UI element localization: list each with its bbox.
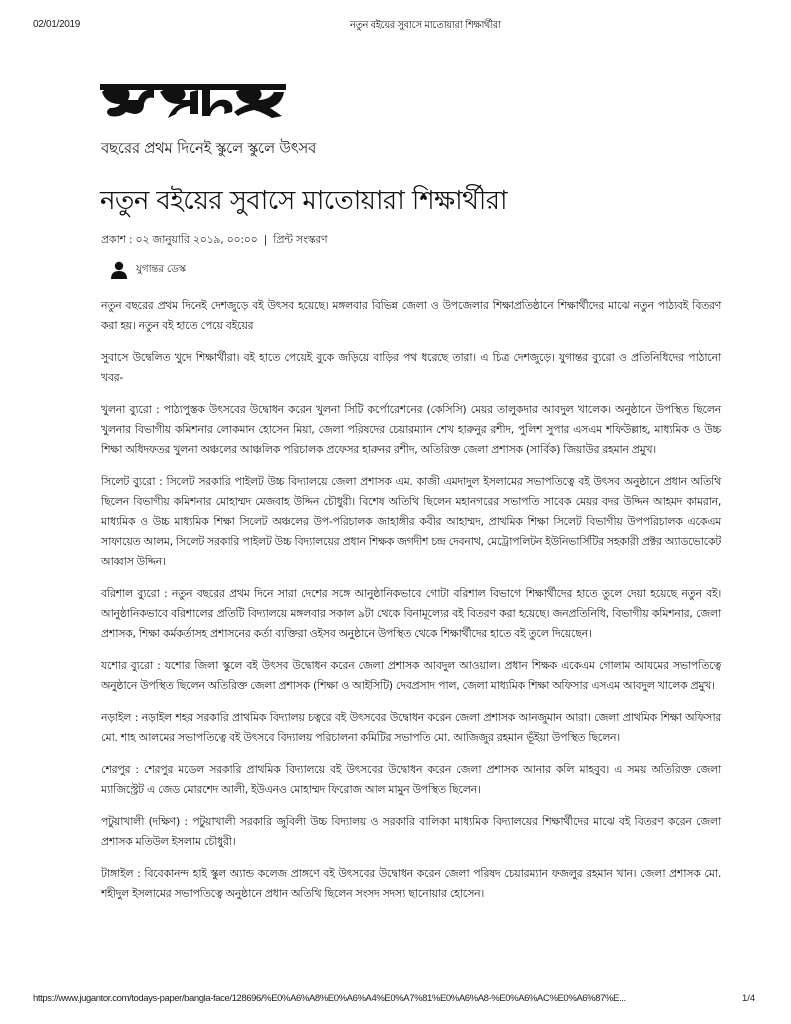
print-page-number: 1/4: [742, 993, 756, 1004]
article-paragraph: সিলেট ব্যুরো : সিলেট সরকারি পাইলট উচ্চ বিদ্যালয়ে জেলা প্রশাসক এম. কাজী এমদাদুল ইসলামের সভাপতিত্বে বই উৎসব অনুষ্ঠানে প্রধান অতিথি ছিলেন বিভাগীয় কমিশনার মোহাম্মদ মেজবাহ উদ্দিন চৌধুরী। বিশেষ অতিথি ছিলেন মহানগরের সভাপতি সাবেক মেয়র বদর উদ্দিন আহমদ কামরান, মাধ্যমিক ও উচ্চ মাধ্যমিক শিক্ষা সিলেট অঞ্চলের উপ-পরিচালক জাহাঙ্গীর কবীর আহাম্মদ, প্রাথমিক শিক্ষা সিলেট বিভাগীয় উপপরিচালক একেএম সাফায়েত আলম, সিলেট সরকারি পাইলট উচ্চ বিদ্যালয়ের প্রধান শিক্ষক জগদীশ চন্দ্র দেবনাথ, মেট্রোপলিটন ইউনিভার্সিটির সহকারী প্রক্টর অ্যাডভোকেট আব্বাস উদ্দিন।: [101, 475, 721, 568]
article-paragraph: বরিশাল ব্যুরো : নতুন বছরের প্রথম দিনে সারা দেশের সঙ্গে আনুষ্ঠানিকভাবে গোটা বরিশাল বিভাগে শিক্ষার্থীদের হাতে তুলে দেয়া হয়েছে নতুন বই। আনুষ্ঠানিকভাবে বরিশালের প্রতিটি বিদ্যালয়ে মঙ্গলবার সকাল ৯টা থেকে বিনামূল্যের বই বিতরণ করা হয়েছে। জনপ্রতিনিধি, বিভাগীয় কমিশনার, জেলা প্রশাসক, শিক্ষা কর্মকর্তাসহ প্রশাসনের কর্তা ব্যক্তিরা ওইসব অনুষ্ঠানে উপস্থিত থেকে শিক্ষার্থীদের হাতে বই তুলে দিয়েছেন।: [101, 587, 721, 640]
print-edition-link[interactable]: প্রিন্ট সংস্করণ: [273, 233, 328, 246]
print-date: 02/01/2019: [33, 19, 81, 30]
print-footer-url: https://www.jugantor.com/todays-paper/bangla-face/128696/%E0%A6%A8%E0%A6%A4%E0%A7%81%E0%A6%A8-%E0%A6%AC%E0%A6%87%E...: [33, 993, 626, 1004]
author-name[interactable]: যুগান্তর ডেস্ক: [136, 262, 186, 275]
article-paragraph: যশোর ব্যুরো : যশোর জিলা স্কুলে বই উৎসব উদ্বোধন করেন জেলা প্রশাসক আবদুল আওয়াল। প্রধান শিক্ষক একেএম গোলাম আযমের সভাপতিত্বে অনুষ্ঠানে উপস্থিত ছিলেন অতিরিক্ত জেলা প্রশাসক (শিক্ষা ও আইসিটি) দেবপ্রসাদ পাল, জেলা মাধ্যমিক শিক্ষা অফিসার এসএম আবদুল খালেক প্রমুখ।: [101, 659, 721, 692]
article-body: [101, 296, 721, 916]
article-paragraph: খুলনা ব্যুরো : পাঠ্যপুস্তক উৎসবের উদ্বোধন করেন খুলনা সিটি কর্পোরেশনের (কেসিসি) মেয়র তালুকদার আবদুল খালেক। অনুষ্ঠানে উপস্থিত ছিলেন খুলনার বিভাগীয় কমিশনার লোকমান হোসেন মিয়া, জেলা পরিষদের চেয়ারম্যান শেখ হারুনুর রশীদ, পুলিশ সুপার এসএম শফিউল্লাহ, মাধ্যমিক ও উচ্চ শিক্ষা অধিদফতর খুলনা অঞ্চলের আঞ্চলিক পরিচালক প্রফেসর হারুনর রশীদ, অতিরিক্ত জেলা প্রশাসক (সার্বিক) জিয়াউর রহমান প্রমুখ।: [101, 403, 721, 456]
author-byline: [110, 261, 186, 279]
article-paragraph: সুবাসে উদ্বেলিত খুদে শিক্ষার্থীরা। বই হাতে পেয়েই বুকে জড়িয়ে বাড়ির পথ ধরেছে তারা। এ চিত্র দেশজুড়ে। যুগান্তর ব্যুরো ও প্রতিনিধিদের পাঠানো খবর-: [101, 351, 721, 384]
article-headline: নতুন বইয়ের সুবাসে মাতোয়ারা শিক্ষার্থীরা: [100, 186, 507, 216]
article-paragraph: টাঙ্গাইল : বিবেকানন্দ হাই স্কুল অ্যান্ড কলেজ প্রাঙ্গণে বই উৎসবের উদ্বোধন করেন জেলা পরিষদ চেয়ারম্যান ফজলুর রহমান খান। জেলা প্রশাসক মো. শহীদুল ইসলামের সভাপতিত্বে অনুষ্ঠানে প্রধান অতিথি ছিলেন সংসদ সদস্য ছানোয়ার হোসেন।: [101, 867, 721, 900]
article-paragraph: নড়াইল : নড়াইল শহর সরকারি প্রাথমিক বিদ্যালয় চত্বরে বই উৎসবের উদ্বোধন করেন জেলা প্রশাসক আনজুমান আরা। জেলা প্রাথমিক শিক্ষা অফিসার মো. শাহ আলমের সভাপতিত্বে বই উৎসবে বিদ্যালয় পরিচালনা কমিটির সভাপতি মো. আজিজুর রহমান ভূঁইয়া উপস্থিত ছিলেন।: [101, 711, 721, 744]
article-paragraph: পটুয়াখালী (দক্ষিণ) : পটুয়াখালী সরকারি জুবিলী উচ্চ বিদ্যালয় ও সরকারি বালিকা মাধ্যমিক বিদ্যালয়ের শিক্ষার্থীদের মাঝে বই বিতরণ করেন জেলা প্রশাসক মতিউল ইসলাম চৌধুরী।: [101, 815, 721, 848]
article-paragraph: নতুন বছরের প্রথম দিনেই দেশজুড়ে বই উৎসব হয়েছে। মঙ্গলবার বিভিন্ন জেলা ও উপজেলার শিক্ষাপ্রতিষ্ঠানে শিক্ষার্থীদের মাঝে নতুন পাঠ্যবই বিতরণ করা হয়। নতুন বই হাতে পেয়ে বইয়ের: [101, 299, 721, 332]
meta-separator: |: [263, 233, 268, 246]
article-meta: [101, 231, 327, 250]
user-icon: [110, 261, 128, 279]
print-header-title: নতুন বইয়ের সুবাসে মাতোয়ারা শিক্ষার্থীরা: [350, 20, 501, 31]
article-paragraph: শেরপুর : শেরপুর মডেল সরকারি প্রাথমিক বিদ্যালয়ে বই উৎসবের উদ্বোধন করেন জেলা প্রশাসক আনার কলি মাহবুব। এ সময় অতিরিক্ত জেলা ম্যাজিস্ট্রেট এ জেড মোরশেদ আলী, ইউএনও মোহাম্মদ ফিরোজ আল মামুন উপস্থিত ছিলেন।: [101, 763, 721, 796]
logo-wordmark-image: [98, 78, 288, 124]
article-kicker: বছরের প্রথম দিনেই স্কুলে স্কুলে উৎসব: [101, 139, 317, 157]
jugantor-logo: [98, 78, 288, 124]
publish-date: প্রকাশ : ০২ জানুয়ারি ২০১৯, ০০:০০: [101, 233, 258, 246]
